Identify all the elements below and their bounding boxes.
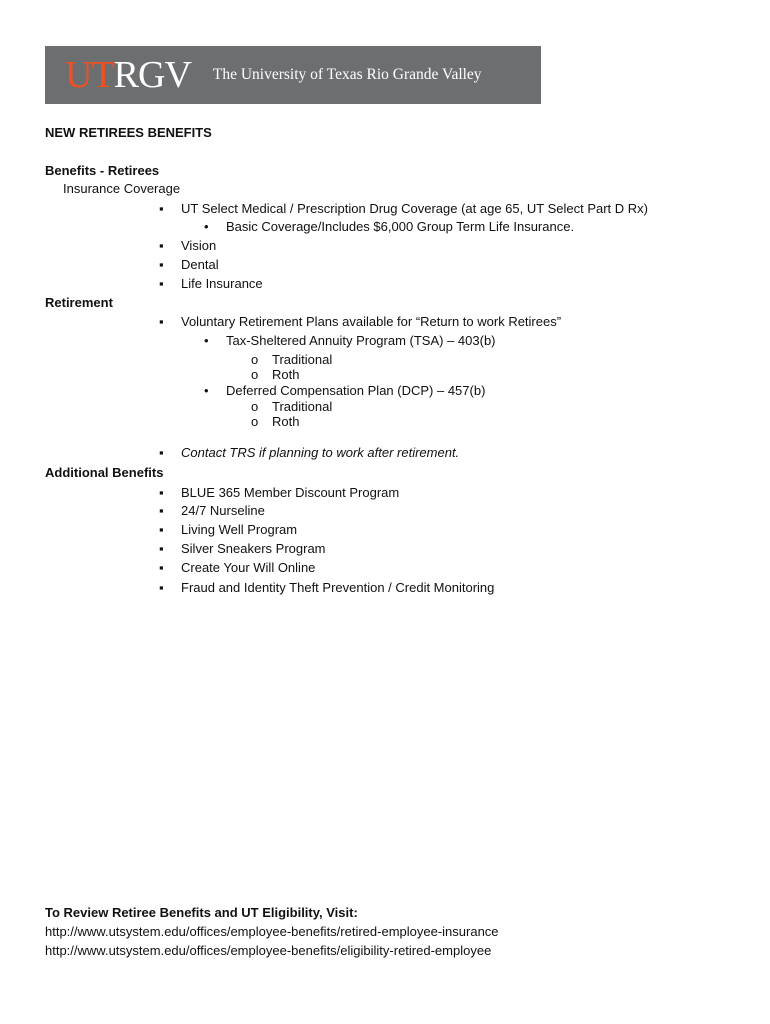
trs-note: ▪ Contact TRS if planning to work after retirement. (181, 445, 459, 461)
list-item: ▪ Living Well Program (181, 522, 297, 538)
list-item: ▪ Fraud and Identity Theft Prevention / Credit Monitoring (181, 580, 494, 596)
list-item: • Deferred Compensation Plan (DCP) – 457(b) (226, 383, 485, 399)
list-item: • Tax-Sheltered Annuity Program (TSA) – 403(b) (226, 333, 496, 349)
list-item: ▪ Vision (181, 238, 216, 254)
eligibility-retired-employee-link[interactable]: http://www.utsystem.edu/offices/employee-benefits/eligibility-retired-employee (45, 943, 492, 958)
document-title: NEW RETIREES BENEFITS (45, 125, 212, 140)
insurance-coverage-subheading: Insurance Coverage (63, 181, 181, 196)
benefits-heading: Benefits - Retirees (45, 163, 160, 178)
list-item: ▪ BLUE 365 Member Discount Program (181, 485, 399, 501)
list-item: ▪ Silver Sneakers Program (181, 541, 326, 557)
footer-heading: To Review Retiree Benefits and UT Eligibility, Visit: (45, 905, 358, 920)
logo-ut-text: UT (65, 54, 114, 96)
list-item: ▪ 24/7 Nurseline (181, 503, 265, 519)
list-item: ▪ Life Insurance (181, 276, 263, 292)
list-item: ▪ Create Your Will Online (181, 560, 315, 576)
list-item: o Traditional (272, 352, 332, 368)
additional-benefits-heading: Additional Benefits (45, 465, 164, 480)
university-name: The University of Texas Rio Grande Valley (212, 66, 482, 83)
list-item: o Traditional (272, 399, 332, 415)
logo-rgv-text: RGV (113, 54, 191, 96)
list-item: • Basic Coverage/Includes $6,000 Group Term Life Insurance. (226, 219, 574, 235)
list-item: ▪ Dental (181, 257, 219, 273)
retired-employee-insurance-link[interactable]: http://www.utsystem.edu/offices/employee-benefits/retired-employee-insurance (45, 924, 499, 939)
list-item: ▪ Voluntary Retirement Plans available for “Return to work Retirees” (181, 314, 561, 330)
header-banner (45, 46, 541, 104)
list-item: o Roth (272, 414, 299, 430)
retirement-heading: Retirement (45, 295, 113, 310)
utrgv-logo (65, 56, 191, 94)
list-item: o Roth (272, 367, 299, 383)
list-item: ▪ UT Select Medical / Prescription Drug Coverage (at age 65, UT Select Part D Rx) (181, 201, 648, 217)
